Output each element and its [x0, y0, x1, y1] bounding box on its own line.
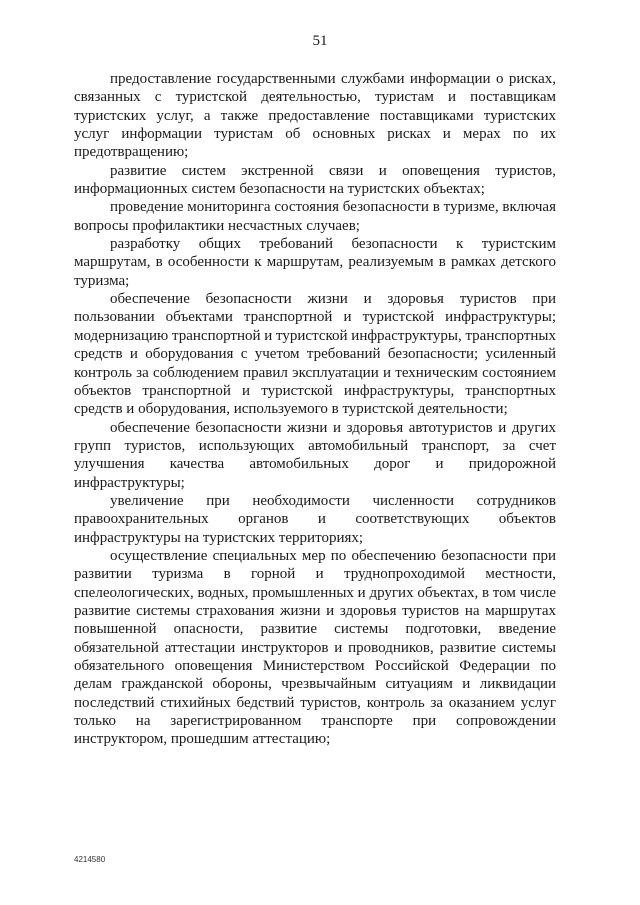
document-body — [74, 70, 556, 749]
paragraph: увеличение при необходимости численности сотрудников правоохранительных органов и соответствующих объектов инфраструктуры на туристских территориях; — [74, 492, 556, 546]
paragraph: обеспечение безопасности жизни и здоровья туристов при пользовании объектами транспортной и туристской инфраструктуры; модернизацию транспортной и туристской инфраструктуры, транспортных средств и оборудования с учетом требований безопасности; усиленный контроль за соблюдением правил эксплуатации и техническим состоянием объектов транспортной и туристской инфраструктуры, транспортных средств и оборудования, используемого в туристской деятельности; — [74, 291, 557, 418]
paragraph: развитие систем экстренной связи и оповещения туристов, информационных систем безопасности на туристских объектах; — [74, 162, 556, 198]
page-number: 51 — [312, 33, 328, 49]
document-code: 4214580 — [74, 855, 106, 864]
paragraph: обеспечение безопасности жизни и здоровья автотуристов и других групп туристов, использующих автомобильный транспорт, за счет улучшения качества автомобильных дорог и придорожной инфраструктуры; — [74, 419, 556, 491]
paragraph: предоставление государственными службами информации о рисках, связанных с туристской деятельностью, туристам и поставщикам туристских услуг, а также предоставление поставщиками туристских услуг информации туристам об основных рисках и мерах по их предотвращению; — [74, 71, 556, 161]
paragraph: осуществление специальных мер по обеспечению безопасности при развитии туризма в горной и труднопроходимой местности, спелеологических, водных, промышленных и других объектах, в том числе развитие системы страхования жизни и здоровья туристов на маршрутах повышенной опасности, развитие системы подготовки, введение обязательной аттестации инструкторов и проводников, развитие системы обязательного оповещения Министерством Российской Федерации по делам гражданской обороны, чрезвычайным ситуациям и ликвидации последствий стихийных бедствий туристов, контроль за оказанием услуг только на зарегистрированном транспорте при сопровождении инструктором, прошедшим аттестацию; — [74, 547, 556, 748]
paragraph: разработку общих требований безопасности к туристским маршрутам, в особенности к маршрутам, реализуемым в рамках детского туризма; — [74, 236, 556, 289]
paragraph: проведение мониторинга состояния безопасности в туризме, включая вопросы профилактики несчастных случаев; — [74, 199, 556, 234]
